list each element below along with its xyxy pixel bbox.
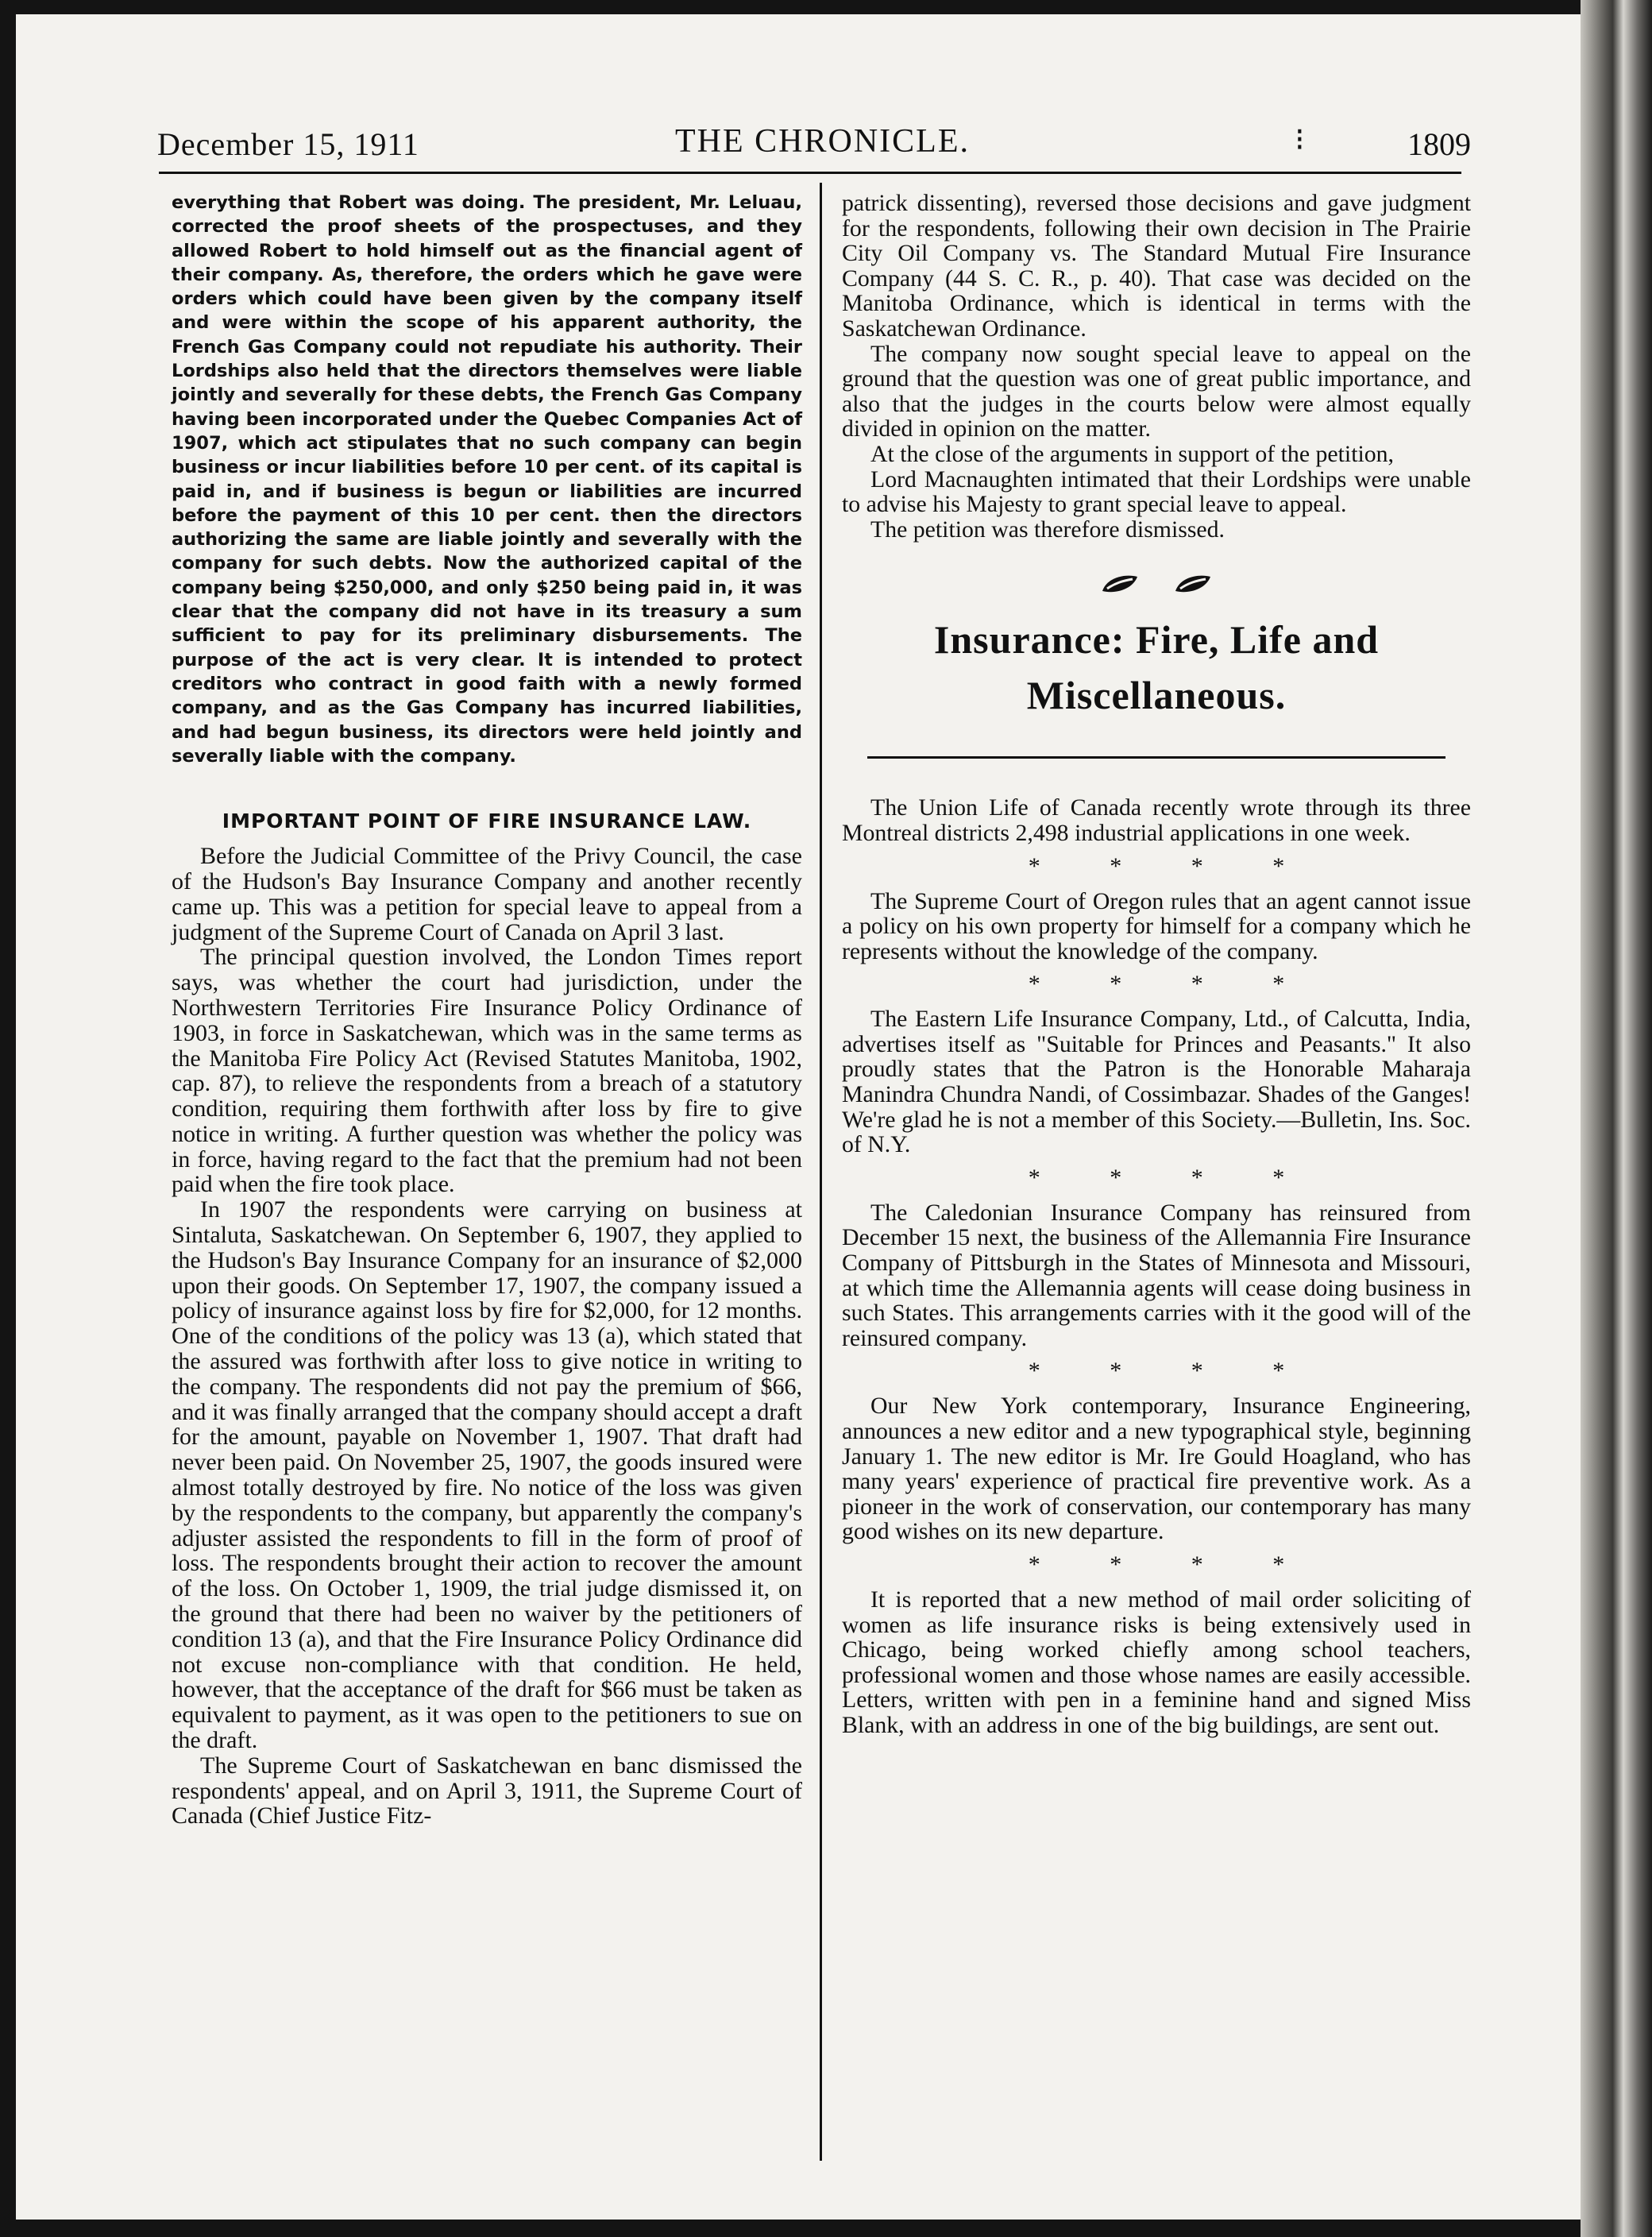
article-subheading: IMPORTANT POINT OF FIRE INSURANCE LAW. xyxy=(222,809,752,833)
article-paragraph-3: In 1907 the respondents were carrying on business at Sintaluta, Saskatchewan. On September 6, 1907, they applied to the Hudson's Bay Insurance Company for an insurance of $2,000 upon their goods. On September 17, 1907, the company issued a policy of insurance against loss by fire for $2,000, for 12 months. One of the conditions of the policy was 13 (a), which stated that the assured was forthwith after loss to give notice in writing to the company. The respondents did not pay the premium of $66, and it was finally arranged that the company should accept a draft for the amount, payable on November 1, 1907. That draft had never been paid. On November 25, 1907, the goods insured were almost totally destroyed by fire. No notice of the loss was given by the respondents to the company, but apparently the company's adjuster assisted the respondents to fill in the form of proof of loss. The respondents brought their action to recover the amount of the loss. On October 1, 1909, the trial judge dismissed it, on the ground that there had been no waiver by the petitioners of condition 13 (a), and that the Fire Insurance Policy Ordinance did not excuse non-compliance with that condition. He held, however, that the acceptance of the draft for $66 must be taken as equivalent to payment, as it was open to the petitioners to sue on the draft. xyxy=(172,1196,802,1754)
left-column xyxy=(172,191,802,1829)
section-rule xyxy=(867,756,1446,759)
leaf-ornament-icon xyxy=(1099,574,1141,594)
article-continuation-5: The petition was therefore dismissed. xyxy=(870,516,1225,543)
separator-stars: * * * * xyxy=(1028,1551,1317,1578)
header-title: THE CHRONICLE. xyxy=(675,123,970,160)
ornament xyxy=(842,574,1471,594)
separator-stars: * * * * xyxy=(1028,1164,1317,1191)
article-paragraph-2: The principal question involved, the London Times report says, was whether the court had jurisdiction, under the Northwestern Territories Fire Insurance Policy Ordinance of 1903, in force in Saskatchewan, which was in the same terms as the Manitoba Fire Policy Act (Revised Statutes Manitoba, 1902, cap. 87), to relieve the respondents from a breach of a statutory condition, requiring them forthwith after loss by fire to give notice in writing. A further question was whether the policy was in force, having regard to the fact that the premium had not been paid when the fire took place. xyxy=(172,944,802,1198)
article-paragraph-4: The Supreme Court of Saskatchewan en banc dismissed the respondents' appeal, and on April 3, 1911, the Supreme Court of Canada (Chief Justice Fitz- xyxy=(172,1752,802,1829)
news-item-6: It is reported that a new method of mail order soliciting of women as life insurance risks is being extensively used in Chicago, being worked chiefly among school teachers, professional women and those whose names are easily accessible. Letters, written with pen in a feminine hand and signed Miss Blank, with an address in one of the big buildings, are sent out. xyxy=(842,1586,1471,1738)
separator-stars: * * * * xyxy=(1028,1358,1317,1385)
article-continuation-1: patrick dissenting), reversed those decisions and gave judgment for the respondents, following their own decision in The Prairie City Oil Company vs. The Standard Mutual Fire Insurance Company (44 S. C. R., p. 40). That case was decided on the Manitoba Ordinance, which is identical in terms with the Saskatchewan Ordinance. xyxy=(842,190,1471,342)
continued-article-text: everything that Robert was doing. The president, Mr. Leluau, corrected the proof sheets of the prospectuses, and they allowed Robert to hold himself out as the financial agent of their company. As, therefore, the orders which he gave were orders which could have been given by the company itself and were within the scope of his apparent authority, the French Gas Company could not repudiate his authority. Their Lordships also held that the directors themselves were liable jointly and severally for these debts, the French Gas Company having been incorporated under the Quebec Companies Act of 1907, which act stipulates that no such company can begin business or incur liabilities before 10 per cent. of its capital is paid in, and if business is begun or liabilities are incurred before the payment of this 10 per cent. then the directors authorizing the same are liable jointly and severally with the company for such debts. Now the authorized capital of the company being $250,000, and only $250 being paid in, it was clear that the company did not have in its treasury a sum sufficient to pay for its preliminary disbursements. The purpose of the act is very clear. It is intended to protect creditors who contract in good faith with a newly formed company, and as the Gas Company has incurred liabilities, and had begun business, its directors were held jointly and severally liable with the company. xyxy=(172,192,802,767)
separator-stars: * * * * xyxy=(1028,971,1317,998)
leaf-ornament-icon xyxy=(1172,574,1214,594)
section-title-line-1: Insurance: Fire, Life and xyxy=(933,617,1380,663)
right-column xyxy=(842,191,1471,1738)
news-item-4: The Caledonian Insurance Company has reinsured from December 15 next, the business of the Allemannia Fire Insurance Company of Pittsburgh in the States of Minnesota and Missouri, at which time the Allemannia agents will cease doing business in such States. This arrangements carries with it the good will of the reinsured company. xyxy=(842,1199,1471,1351)
news-item-1: The Union Life of Canada recently wrote through its three Montreal districts 2,498 industrial applications in one week. xyxy=(842,794,1471,846)
header-date: December 15, 1911 xyxy=(157,126,419,162)
header-rule xyxy=(159,172,1461,174)
header-mark: ⁝ xyxy=(1295,122,1305,157)
newspaper-page xyxy=(16,14,1581,2220)
news-item-2: The Supreme Court of Oregon rules that an agent cannot issue a policy on his own property for himself for a company which he represents without the knowledge of the company. xyxy=(842,887,1471,964)
news-item-3: The Eastern Life Insurance Company, Ltd., of Calcutta, India, advertises itself as "Suitable for Princes and Peasants." It also proudly states that the Patron is the Honorable Maharaja Manindra Chundra Nandi, of Cossimbazar. Shades of the Ganges! We're glad he is not a member of this Society.—Bulletin, Ins. Soc. of N.Y. xyxy=(842,1006,1471,1158)
article-continuation-2: The company now sought special leave to appeal on the ground that the question was one of great public importance, and also that the judges in the courts below were almost equally divided in opinion on the matter. xyxy=(842,340,1471,442)
page-number: 1809 xyxy=(1407,126,1471,162)
separator-stars: * * * * xyxy=(1028,852,1317,879)
section-title-line-2: Miscellaneous. xyxy=(1026,673,1287,718)
column-divider xyxy=(820,183,822,2161)
book-edge xyxy=(1581,0,1652,2237)
news-item-5: Our New York contemporary, Insurance Engineering, announces a new editor and a new typographical style, beginning January 1. The new editor is Mr. Ire Gould Hoagland, who has many years' experience of practical fire preventive work. As a pioneer in the work of conservation, our contemporary has many good wishes on its new departure. xyxy=(842,1393,1471,1545)
article-continuation-3: At the close of the arguments in support of the petition, xyxy=(870,440,1394,467)
article-paragraph-1: Before the Judicial Committee of the Privy Council, the case of the Hudson's Bay Insurance Company and another recently came up. This was a petition for special leave to appeal from a judgment of the Supreme Court of Canada on April 3 last. xyxy=(172,843,802,945)
article-continuation-4: Lord Macnaughten intimated that their Lordships were unable to advise his Majesty to grant special leave to appeal. xyxy=(842,466,1471,518)
